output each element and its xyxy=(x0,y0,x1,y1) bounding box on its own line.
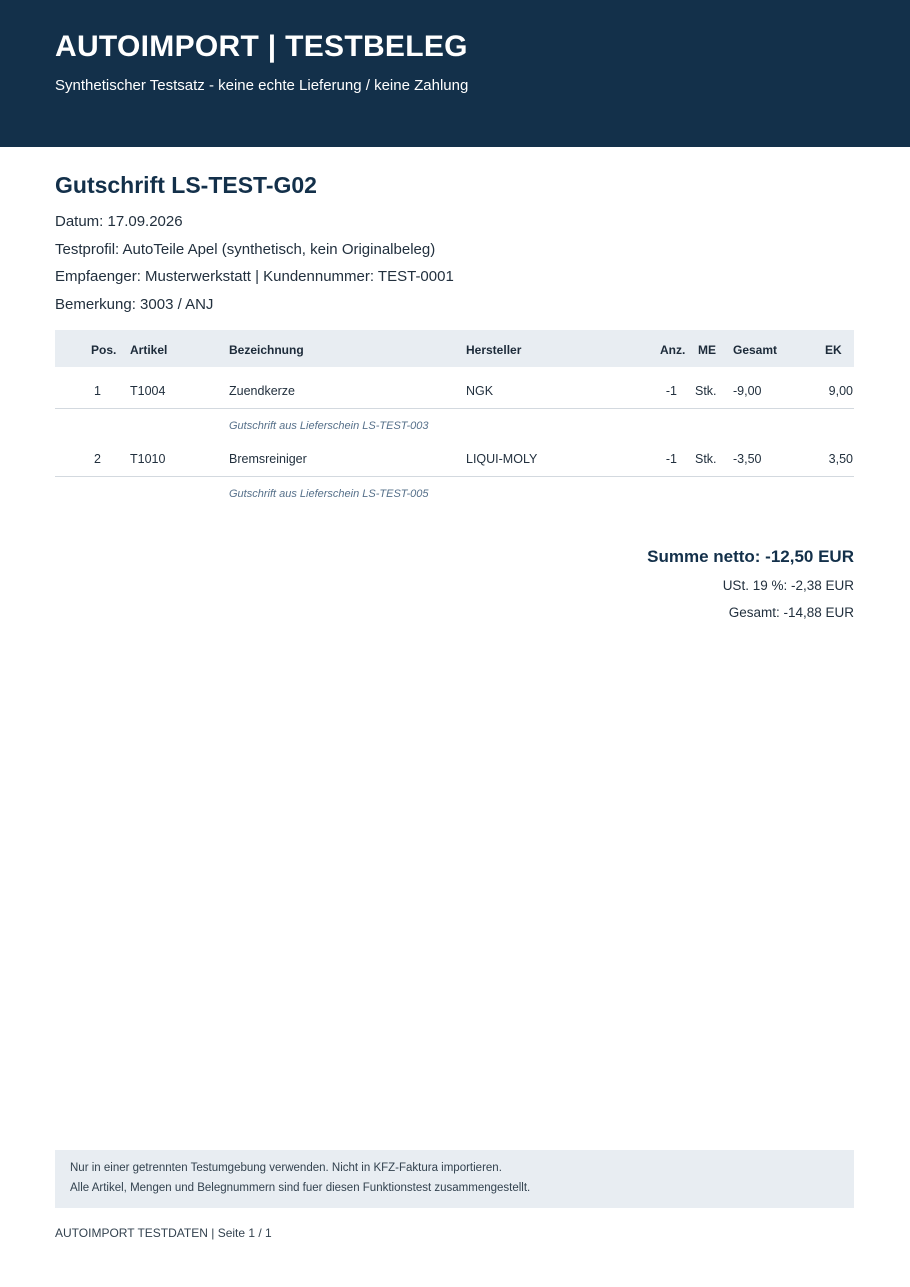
header-hersteller: Hersteller xyxy=(466,343,522,357)
document-date: Datum: 17.09.2026 xyxy=(55,213,183,230)
cell-gesamt: -9,00 xyxy=(733,384,762,398)
header-gesamt: Gesamt xyxy=(733,343,778,357)
document-recipient: Empfaenger: Musterwerkstatt | Kundennummer: TEST-0001 xyxy=(55,268,454,285)
cell-artikel: T1004 xyxy=(130,384,166,398)
cell-ek: 3,50 xyxy=(828,452,853,466)
document-title: Gutschrift LS-TEST-G02 xyxy=(55,172,317,198)
total-gesamt: Gesamt: -14,88 EUR xyxy=(728,605,854,620)
disclaimer-line-1: Nur in einer getrennten Testumgebung verwenden. Nicht in KFZ-Faktura importieren. xyxy=(70,1162,502,1174)
header-bezeichnung: Bezeichnung xyxy=(229,343,304,357)
header-artikel: Artikel xyxy=(130,343,168,357)
disclaimer-line-2: Alle Artikel, Mengen und Belegnummern sind fuer diesen Funktionstest zusammengestellt. xyxy=(70,1182,531,1194)
row-note-text: Gutschrift aus Lieferschein LS-TEST-003 xyxy=(229,420,429,432)
header-banner xyxy=(0,0,910,147)
cell-hersteller: NGK xyxy=(466,384,494,398)
header-ek: EK xyxy=(825,343,842,357)
cell-anz: -1 xyxy=(665,384,677,398)
total-ust: USt. 19 %: -2,38 EUR xyxy=(722,578,854,593)
cell-pos: 2 xyxy=(94,452,101,466)
cell-gesamt: -3,50 xyxy=(733,452,762,466)
document-remark: Bemerkung: 3003 / ANJ xyxy=(55,296,214,313)
page-footer: AUTOIMPORT TESTDATEN | Seite 1 / 1 xyxy=(55,1226,272,1240)
cell-me: Stk. xyxy=(695,384,717,398)
disclaimer-box xyxy=(55,1150,854,1208)
total-netto: Summe netto: -12,50 EUR xyxy=(647,547,854,566)
header-me: ME xyxy=(698,343,716,357)
cell-pos: 1 xyxy=(94,384,101,398)
document-testprofil: Testprofil: AutoTeile Apel (synthetisch, kein Originalbeleg) xyxy=(55,241,436,258)
cell-ek: 9,00 xyxy=(828,384,853,398)
cell-bezeichnung: Bremsreiniger xyxy=(229,452,307,466)
table-row xyxy=(55,367,854,409)
cell-bezeichnung: Zuendkerze xyxy=(229,384,296,398)
items-table xyxy=(55,330,854,511)
row-note-text: Gutschrift aus Lieferschein LS-TEST-005 xyxy=(229,488,429,500)
row-note xyxy=(55,409,854,435)
banner-title: AUTOIMPORT | TESTBELEG xyxy=(55,30,468,63)
row-note xyxy=(55,477,854,511)
banner-subtitle: Synthetischer Testsatz - keine echte Lieferung / keine Zahlung xyxy=(55,77,469,94)
cell-me: Stk. xyxy=(695,452,717,466)
table-row xyxy=(55,435,854,477)
cell-artikel: T1010 xyxy=(130,452,166,466)
header-anz: Anz. xyxy=(660,343,686,357)
cell-anz: -1 xyxy=(665,452,677,466)
header-pos: Pos. xyxy=(91,343,117,357)
table-header xyxy=(55,330,854,367)
cell-hersteller: LIQUI-MOLY xyxy=(466,452,538,466)
